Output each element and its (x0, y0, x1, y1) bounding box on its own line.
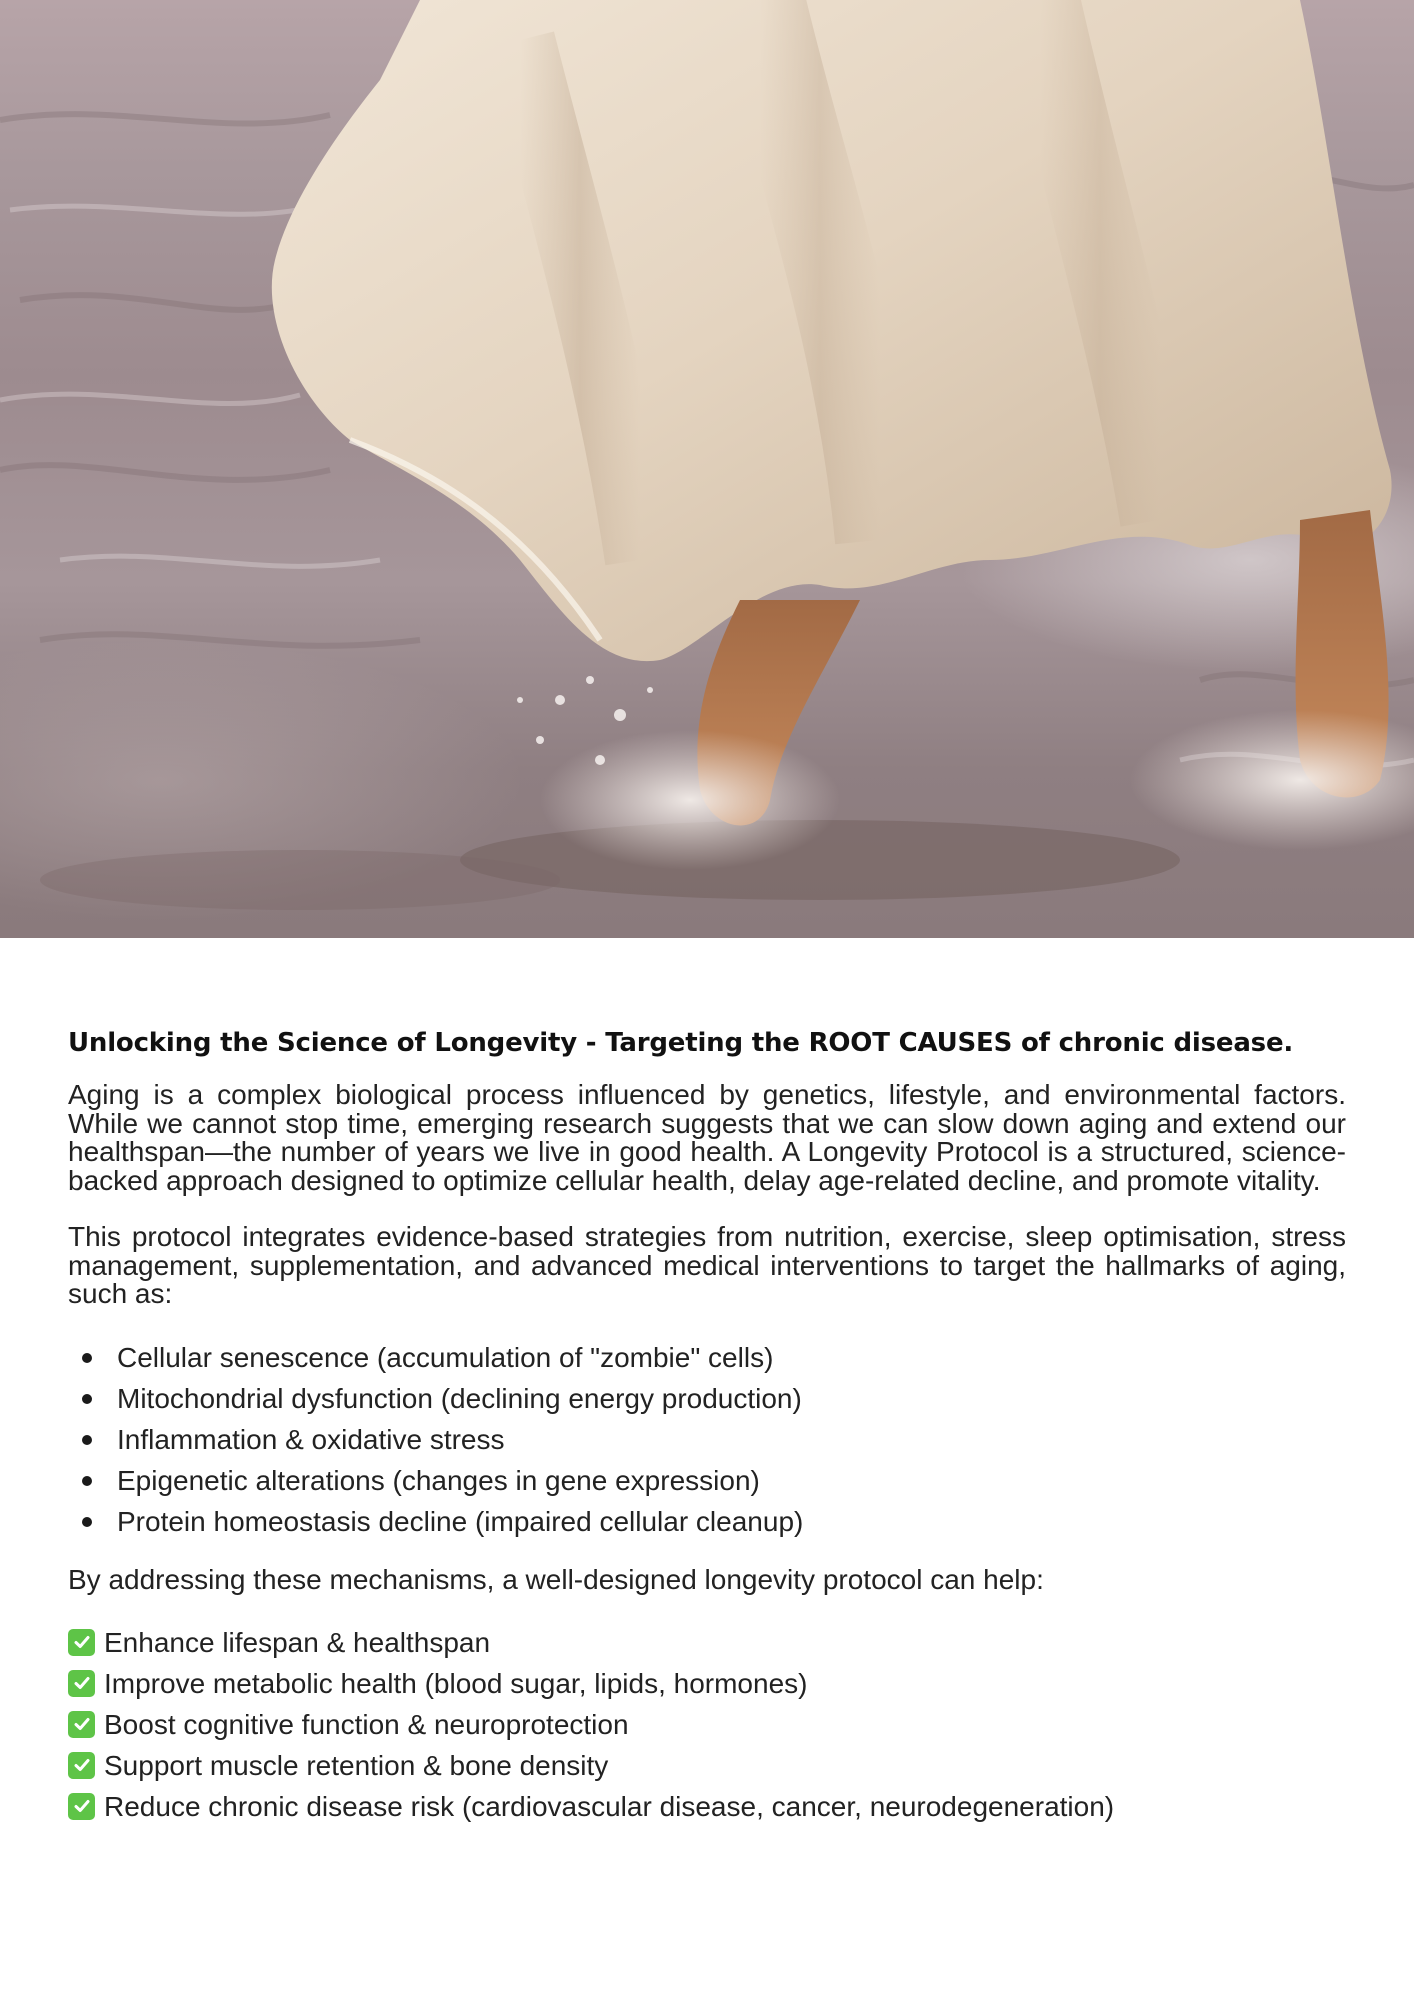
benefits-lead: By addressing these mechanisms, a well-designed longevity protocol can help: (68, 1563, 1044, 1595)
check-icon (68, 1711, 95, 1738)
list-item: Inflammation & oxidative stress (68, 1419, 1346, 1460)
bullet-icon (82, 1476, 92, 1486)
intro-paragraph: Aging is a complex biological process influenced by genetics, lifestyle, and environmental factors. While we cannot stop time, emerging research suggests that we can slow down aging and extend our healthspan—the number of years we live in good health. A Longevity Protocol is a structured, science-backed approach designed to optimize cellular health, delay age-related decline, and promote vitality. (68, 1079, 1346, 1196)
bullet-icon (82, 1353, 92, 1363)
protocol-paragraph: This protocol integrates evidence-based strategies from nutrition, exercise, sleep optimisation, stress management, supplementation, and advanced medical interventions to target the hallmarks of aging, such as: (68, 1221, 1346, 1309)
check-icon (68, 1670, 95, 1697)
dress-shoreline-illustration (0, 0, 1414, 938)
list-item: Epigenetic alterations (changes in gene expression) (68, 1460, 1346, 1501)
list-item: Support muscle retention & bone density (68, 1745, 1346, 1786)
list-item: Enhance lifespan & healthspan (68, 1622, 1346, 1663)
list-item: Mitochondrial dysfunction (declining energy production) (68, 1378, 1346, 1419)
bullet-icon (82, 1517, 92, 1527)
article-heading: Unlocking the Science of Longevity - Targeting the ROOT CAUSES of chronic disease. (68, 1028, 1294, 1058)
benefits-list (68, 1622, 1346, 1827)
list-item: Improve metabolic health (blood sugar, lipids, hormones) (68, 1663, 1346, 1704)
bullet-icon (82, 1394, 92, 1404)
list-item: Cellular senescence (accumulation of "zombie" cells) (68, 1337, 1346, 1378)
hero-photo (0, 0, 1414, 938)
check-icon (68, 1752, 95, 1779)
bullet-icon (82, 1435, 92, 1445)
article-body (68, 1025, 1346, 1827)
list-item: Boost cognitive function & neuroprotection (68, 1704, 1346, 1745)
check-icon (68, 1629, 95, 1656)
check-icon (68, 1793, 95, 1820)
list-item: Protein homeostasis decline (impaired cellular cleanup) (68, 1501, 1346, 1542)
list-item: Reduce chronic disease risk (cardiovascular disease, cancer, neurodegeneration) (68, 1786, 1346, 1827)
hallmarks-list (68, 1337, 1346, 1542)
